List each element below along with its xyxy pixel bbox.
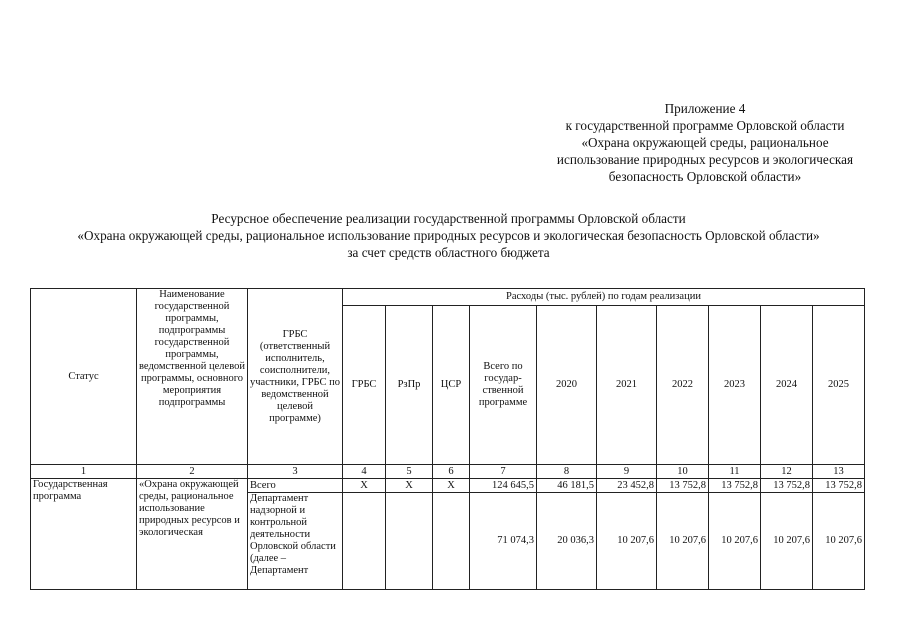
row-rzpr-mark: Х <box>386 479 433 493</box>
appendix-line-5: безопасность Орловской области» <box>608 169 802 184</box>
row-dept-2024-value: 10 207,6 <box>761 493 813 590</box>
header-2025: 2025 <box>813 306 865 465</box>
header-rzpr: РзПр <box>386 306 433 465</box>
appendix-line-3: «Охрана окружающей среды, рациональное <box>581 135 829 150</box>
row-dept-2021-value: 10 207,6 <box>597 493 657 590</box>
row-2021-value: 23 452,8 <box>597 479 657 493</box>
col-number: 11 <box>709 465 761 479</box>
header-grbs: ГРБС <box>343 306 386 465</box>
row-2020-value: 46 181,5 <box>537 479 597 493</box>
col-number: 12 <box>761 465 813 479</box>
row-status: Государственная программа <box>31 479 137 590</box>
title-line-1: Ресурсное обеспечение реализации государственной программы Орловской области <box>211 211 686 226</box>
row-grbs-total-label: Всего <box>248 479 343 493</box>
row-grbs-mark: Х <box>343 479 386 493</box>
budget-table <box>30 288 865 590</box>
header-expenses: Расходы (тыс. рублей) по годам реализации <box>343 289 865 306</box>
row-dept-2022-value: 10 207,6 <box>657 493 709 590</box>
header-row-1 <box>31 289 865 306</box>
row-program-name: «Охрана окружающей среды, рациональное использование природных ресурсов и экологическая <box>137 479 248 590</box>
row-dept-grbs <box>343 493 386 590</box>
row-dept-2025-value: 10 207,6 <box>813 493 865 590</box>
appendix-line-4: использование природных ресурсов и экологическая <box>556 152 854 167</box>
header-2024: 2024 <box>761 306 813 465</box>
header-2021: 2021 <box>597 306 657 465</box>
row-dept-2020-value: 20 036,3 <box>537 493 597 590</box>
row-dept-total-value: 71 074,3 <box>470 493 537 590</box>
col-number: 10 <box>657 465 709 479</box>
header-2023: 2023 <box>709 306 761 465</box>
col-number: 7 <box>470 465 537 479</box>
row-department-name: Департамент надзорной и контрольной деятельности Орловской области (далее – Департамент <box>248 493 343 590</box>
col-number: 6 <box>433 465 470 479</box>
col-number: 3 <box>248 465 343 479</box>
col-number: 5 <box>386 465 433 479</box>
title-line-2: «Охрана окружающей среды, рациональное использование природных ресурсов и экологическая безопасность Орловской области» <box>77 228 820 243</box>
col-number: 9 <box>597 465 657 479</box>
row-2025-value: 13 752,8 <box>813 479 865 493</box>
header-status: Статус <box>31 289 137 465</box>
row-2023-value: 13 752,8 <box>709 479 761 493</box>
row-total-value: 124 645,5 <box>470 479 537 493</box>
title-line-3: за счет средств областного бюджета <box>347 245 550 260</box>
col-number: 1 <box>31 465 137 479</box>
appendix-line-2: к государственной программе Орловской области <box>565 118 845 133</box>
row-dept-csr <box>433 493 470 590</box>
row-dept-rzpr <box>386 493 433 590</box>
appendix-line-1: Приложение 4 <box>664 101 746 116</box>
col-number: 2 <box>137 465 248 479</box>
header-2022: 2022 <box>657 306 709 465</box>
row-2024-value: 13 752,8 <box>761 479 813 493</box>
col-number: 13 <box>813 465 865 479</box>
header-2020: 2020 <box>537 306 597 465</box>
header-grbs-full: ГРБС (ответственный исполнитель, соисполнители, участники, ГРБС по ведомственной целевой программе) <box>248 289 343 465</box>
col-number: 8 <box>537 465 597 479</box>
appendix-block <box>520 100 890 185</box>
table-row-total <box>31 479 865 493</box>
column-number-row <box>31 465 865 479</box>
row-2022-value: 13 752,8 <box>657 479 709 493</box>
row-dept-2023-value: 10 207,6 <box>709 493 761 590</box>
header-name: Наименование государственной программы, подпрограммы государственной программы, ведомственной целевой программы, основного мероприятия подпрограммы <box>137 289 248 465</box>
col-number: 4 <box>343 465 386 479</box>
row-csr-mark: Х <box>433 479 470 493</box>
header-total: Всего по государ-ственной программе <box>470 306 537 465</box>
document-title <box>20 210 877 261</box>
header-csr: ЦСР <box>433 306 470 465</box>
